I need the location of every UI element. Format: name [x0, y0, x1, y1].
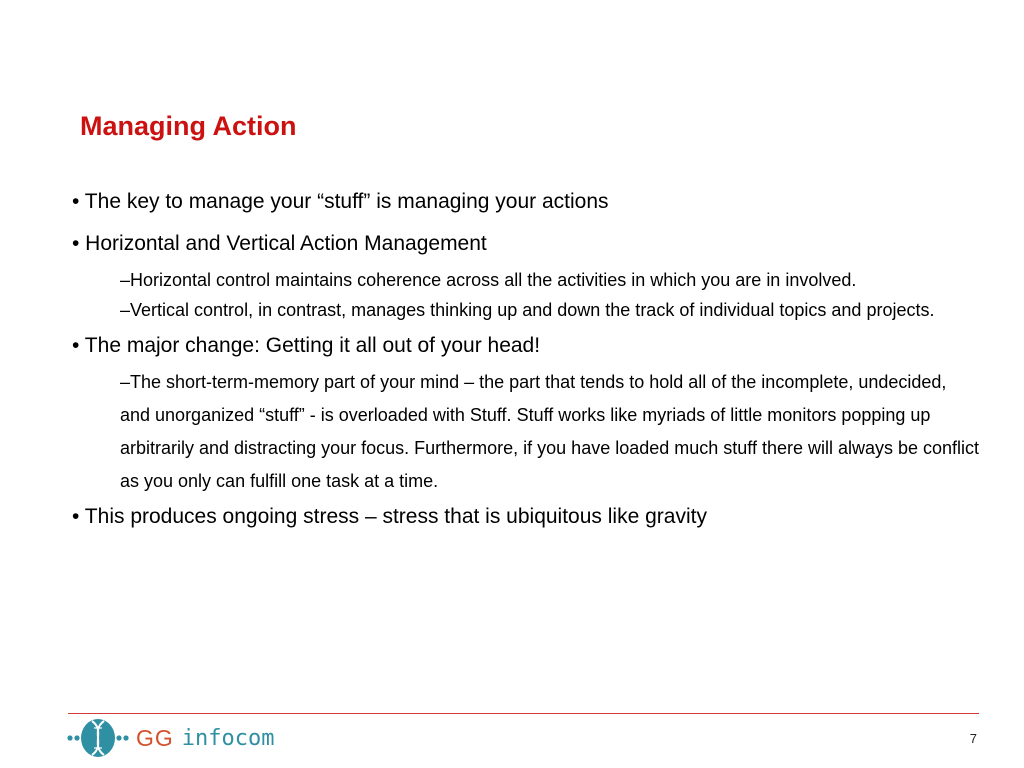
bullet-item: • This produces ongoing stress – stress that is ubiquitous like gravity	[72, 505, 707, 528]
slide-title: Managing Action	[80, 111, 297, 141]
bullet-item: • The major change: Getting it all out of your head!	[72, 334, 541, 357]
slide-content	[72, 188, 982, 545]
logo-text-infocom: infocom	[181, 725, 275, 751]
sub-bullet-item: –Horizontal control maintains coherence across all the activities in which you are in involved.	[120, 270, 857, 290]
bullet-item: • The key to manage your “stuff” is managing your actions	[72, 190, 609, 213]
footer-divider	[68, 713, 979, 714]
sub-bullet-item: –The short-term-memory part of your mind – the part that tends to hold all of the incomplete, undecided, and unorganized “stuff” - is overloaded with Stuff. Stuff works like myriads of little monitors popping up arbitrarily and distracting your focus. Furthermore, if you have loaded much stuff there will always be conflict as you only can fulfill one task at a time.	[120, 372, 980, 491]
company-logo	[66, 716, 275, 760]
bullet-item: • Horizontal and Vertical Action Management	[72, 232, 487, 255]
page-number: 7	[969, 731, 977, 746]
dna-helix-icon	[66, 716, 130, 760]
logo-text-gg: GG	[136, 724, 174, 751]
sub-bullet-item: –Vertical control, in contrast, manages thinking up and down the track of individual topics and projects.	[120, 300, 935, 320]
